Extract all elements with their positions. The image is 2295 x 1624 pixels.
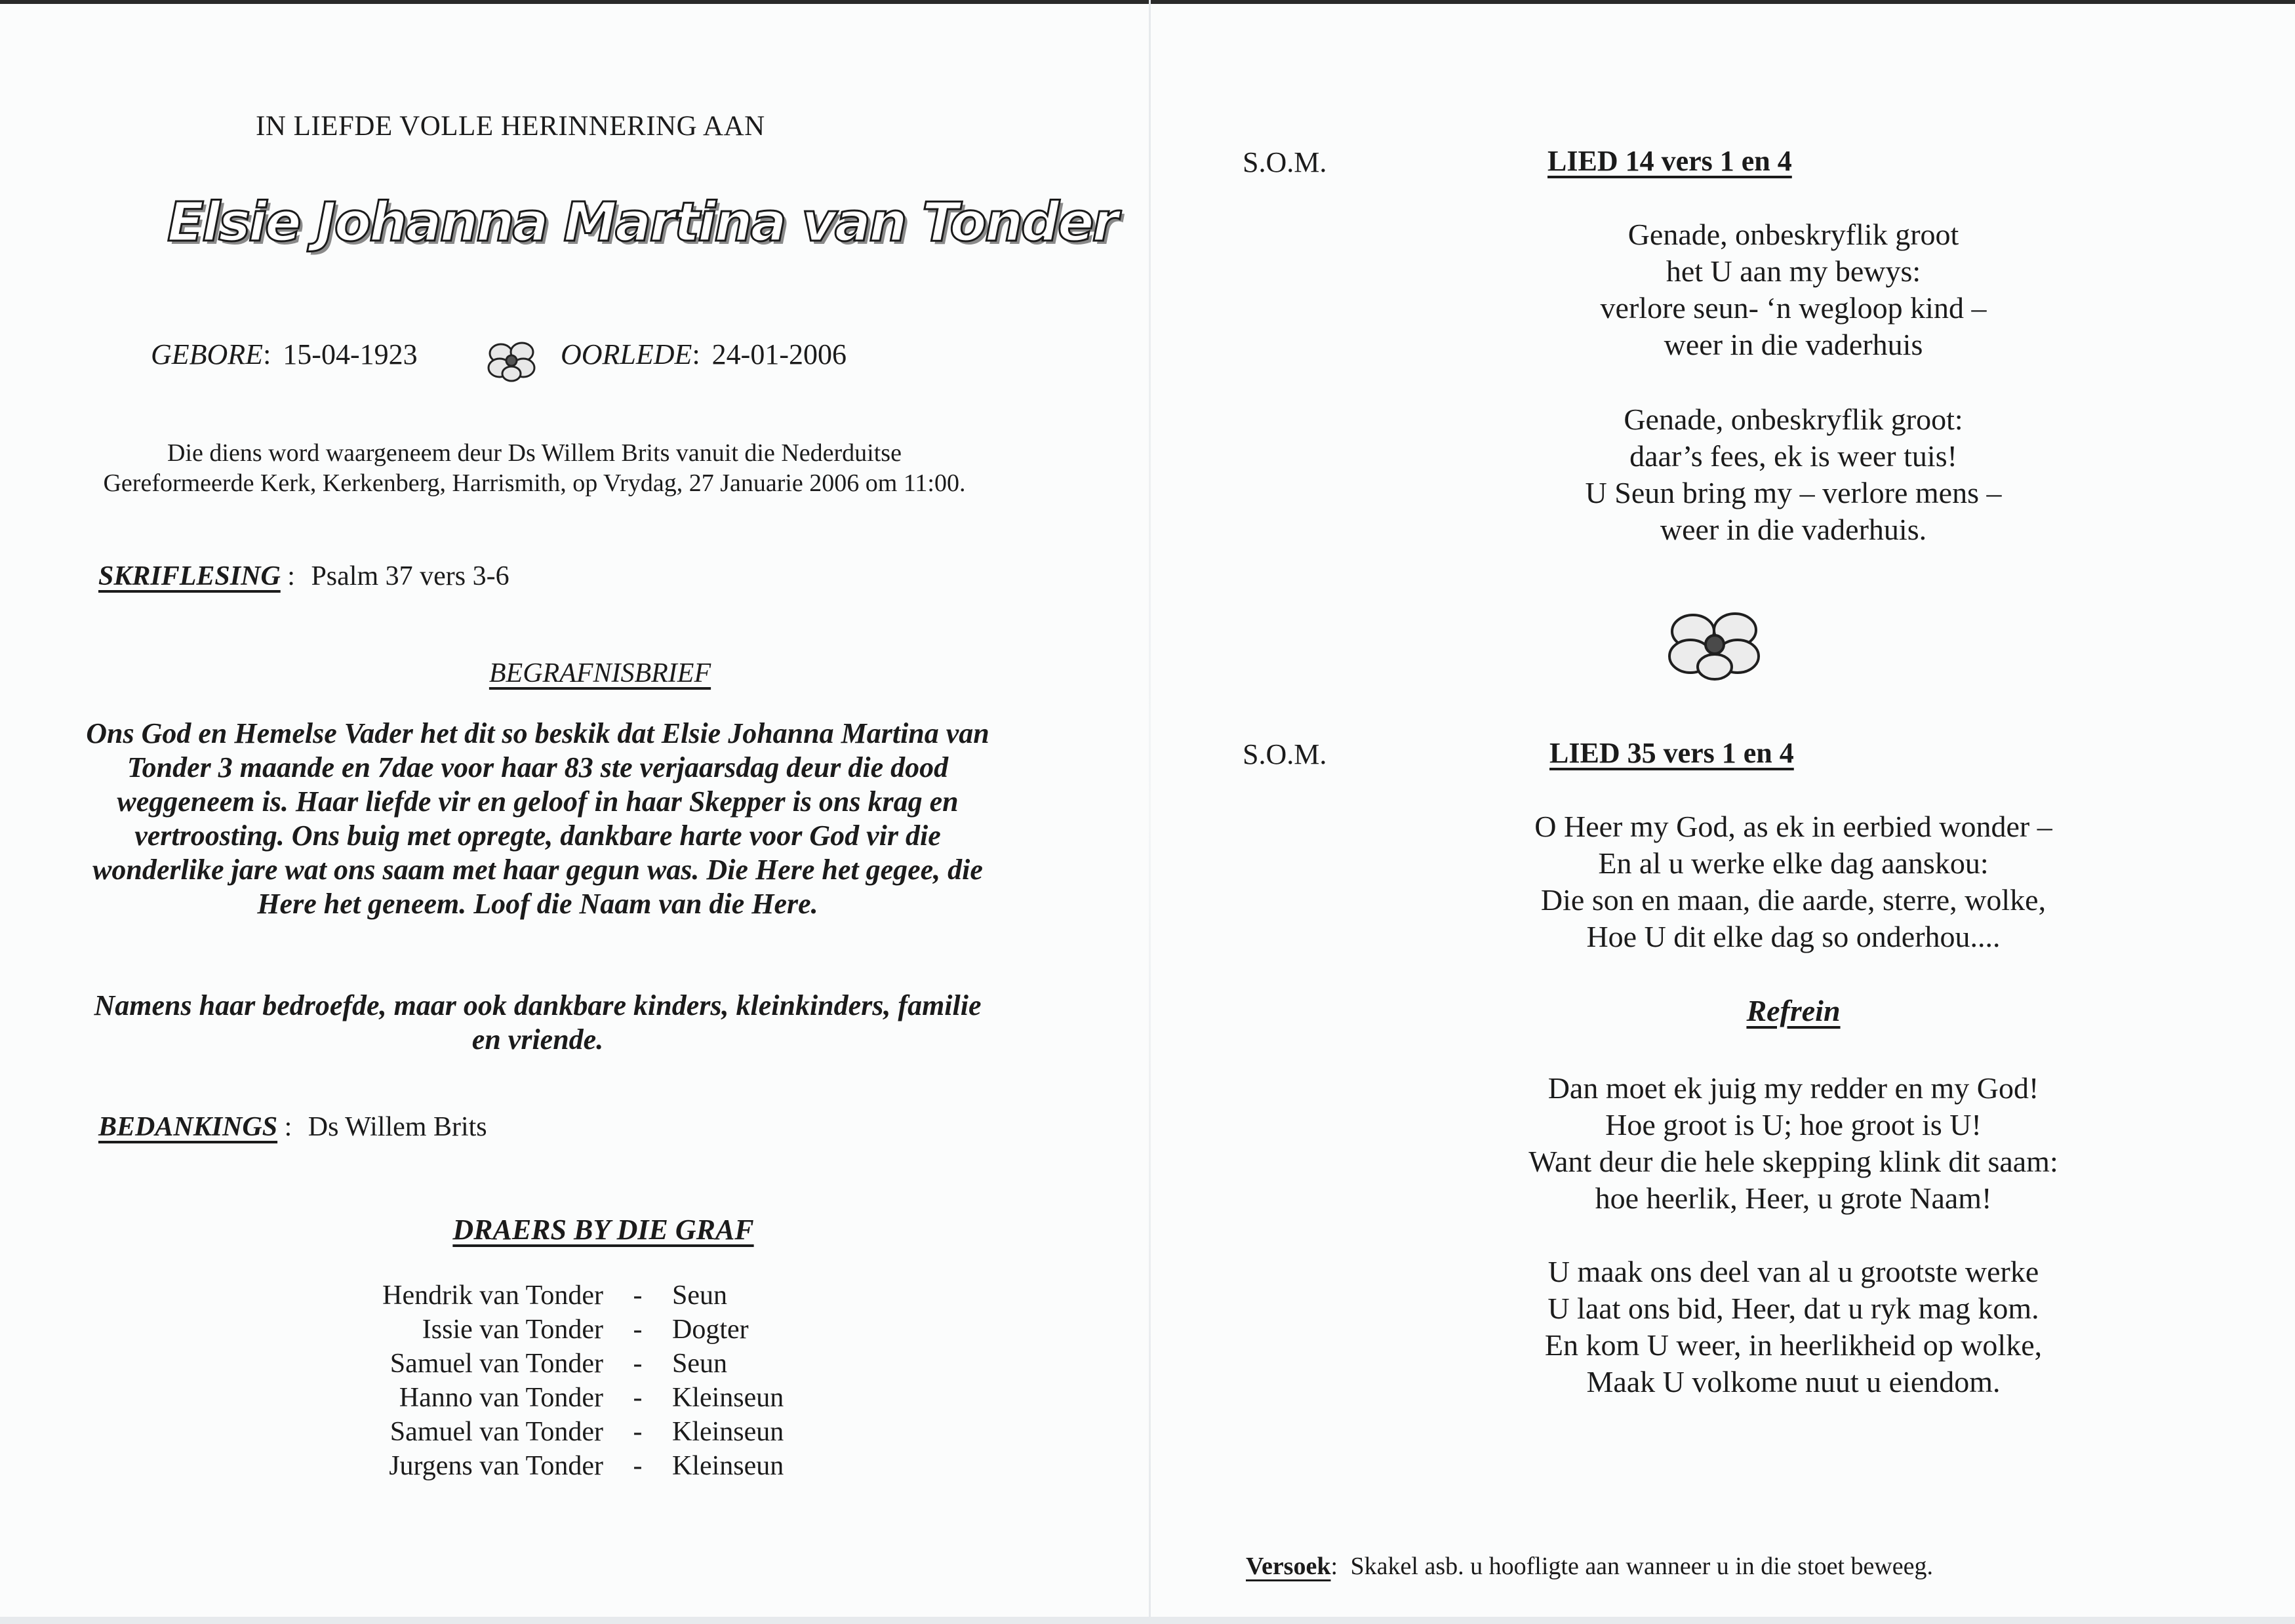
bearer-name: Issie van Tonder: [422, 1315, 603, 1345]
bearers-title: DRAERS BY DIE GRAF: [452, 1214, 754, 1246]
request-row: Versoek: Skakel asb. u hoofligte aan wanneer u in die stoet beweeg.: [1246, 1553, 1934, 1580]
verse-line: En al u werke elke dag aanskou:: [1598, 846, 1989, 880]
refrain-text: [1400, 1070, 2187, 1217]
reading-value: Psalm 37 vers 3-6: [311, 561, 509, 591]
died-date: 24-01-2006: [711, 338, 847, 370]
thanks-label: BEDANKINGS: [98, 1112, 278, 1142]
verse-line: het U aan my bewys:: [1666, 254, 1921, 288]
bearer-dash: -: [633, 1383, 643, 1413]
verse-line: U Seun bring my – verlore mens –: [1585, 476, 2002, 509]
request-label: Versoek: [1246, 1553, 1331, 1580]
request-text: Skakel asb. u hoofligte aan wanneer u in die stoet beweeg.: [1350, 1553, 1934, 1580]
reading-row: SKRIFLESING : Psalm 37 vers 3-6: [98, 561, 509, 591]
reading-label: SKRIFLESING: [98, 561, 281, 591]
born-date: 15-04-1923: [283, 338, 418, 370]
song1-verse2: [1400, 401, 2187, 548]
bearer-dash: -: [633, 1451, 643, 1481]
bearer-name: Jurgens van Tonder: [389, 1451, 603, 1481]
flower-icon: [1666, 606, 1764, 682]
verse-line: U laat ons bid, Heer, dat u ryk mag kom.: [1547, 1292, 2039, 1325]
death-row: OORLEDE: 24-01-2006: [561, 338, 847, 370]
bearer-relation: Dogter: [672, 1315, 749, 1345]
bearer-name: Samuel van Tonder: [389, 1417, 603, 1447]
verse-line: Genade, onbeskryflik groot: [1627, 218, 1959, 251]
left-panel: [0, 0, 1149, 1617]
bearer-name: Hendrik van Tonder: [382, 1280, 603, 1311]
bearers-table: [302, 1278, 784, 1483]
song1-som: S.O.M.: [1243, 146, 1327, 178]
service-details: Die diens word waargeneem deur Ds Willem Brits vanuit die Nederduitse Gereformeerde Kerk, Kerkenberg, Harrismith, op Vrydag, 27 Januarie 2006 om 11:00.: [103, 439, 966, 497]
song2-title: LIED 35 vers 1 en 4: [1549, 737, 1794, 769]
flower-icon: [485, 338, 539, 384]
verse-line: Die son en maan, die aarde, sterre, wolke,: [1540, 883, 2046, 917]
birth-row: GEBORE: 15-04-1923: [151, 338, 418, 370]
born-label: GEBORE: [151, 338, 264, 370]
table-row: [302, 1381, 784, 1415]
bearer-dash: -: [633, 1349, 643, 1379]
bearer-dash: -: [633, 1280, 643, 1311]
memorial-heading: IN LIEFDE VOLLE HERINNERING AAN: [256, 111, 765, 142]
table-row: [302, 1278, 784, 1313]
thanks-row: BEDANKINGS : Ds Willem Brits: [98, 1112, 487, 1142]
page-bottom-edge: [0, 1617, 2295, 1624]
song2-verse2: [1400, 1254, 2187, 1400]
deceased-name: Elsie Johanna Martina van Tonder: [167, 191, 1117, 254]
letter-text: Ons God en Hemelse Vader het dit so beskik dat Elsie Johanna Martina van Tonder 3 maande en 7dae voor haar 83 ste verjaarsdag deur die dood weggeneem is. Haar liefde vir en geloof in haar Skepper is ons krag en vertroosting. Ons buig met opregte, dankbare harte voor God vir die wonderlike jare wat ons saam met haar gegun was. Die Here het gegee, die Here het geneem. Loof die Naam van die Here.: [86, 717, 989, 920]
refrain-title-text: Refrein: [1746, 994, 1841, 1027]
bearer-relation: Kleinseun: [672, 1451, 784, 1481]
verse-line: hoe heerlik, Heer, u grote Naam!: [1595, 1181, 1992, 1215]
verse-line: Hoe groot is U; hoe groot is U!: [1605, 1108, 1982, 1141]
verse-line: O Heer my God, as ek in eerbied wonder –: [1534, 810, 2052, 843]
verse-line: En kom U weer, in heerlikheid op wolke,: [1544, 1328, 2043, 1362]
verse-line: verlore seun- ‘n wegloop kind –: [1600, 291, 1987, 325]
table-row: [302, 1313, 784, 1347]
bearer-name: Samuel van Tonder: [389, 1349, 603, 1379]
verse-line: U maak ons deel van al u grootste werke: [1547, 1255, 2039, 1288]
table-row: [302, 1449, 784, 1483]
bearer-relation: Kleinseun: [672, 1383, 784, 1413]
table-row: [302, 1415, 784, 1449]
verse-line: Hoe U dit elke dag so onderhou....: [1586, 920, 2001, 953]
song2-verse1: [1400, 808, 2187, 955]
thanks-value: Ds Willem Brits: [308, 1112, 487, 1142]
died-label: OORLEDE: [561, 338, 692, 370]
bearer-relation: Seun: [672, 1349, 727, 1379]
letter-title: BEGRAFNISBRIEF: [489, 658, 711, 688]
song1-verse1: [1400, 216, 2187, 363]
verse-line: Dan moet ek juig my redder en my God!: [1547, 1071, 2039, 1105]
verse-line: weer in die vaderhuis.: [1660, 513, 1927, 546]
refrain-title: [1400, 993, 2187, 1028]
verse-line: daar’s fees, ek is weer tuis!: [1629, 439, 1957, 473]
song1-title: LIED 14 vers 1 en 4: [1547, 145, 1792, 177]
verse-line: Maak U volkome nuut u eiendom.: [1586, 1365, 2001, 1398]
song2-som: S.O.M.: [1243, 738, 1327, 770]
table-row: [302, 1347, 784, 1381]
verse-line: Want deur die hele skepping klink dit saam:: [1528, 1145, 2058, 1178]
bearer-relation: Seun: [672, 1280, 727, 1311]
bearer-relation: Kleinseun: [672, 1417, 784, 1447]
bearer-name: Hanno van Tonder: [399, 1383, 603, 1413]
right-panel: [1151, 0, 2295, 1617]
verse-line: Genade, onbeskryflik groot:: [1624, 403, 1963, 436]
bearer-dash: -: [633, 1417, 643, 1447]
on-behalf-text: Namens haar bedroefde, maar ook dankbare kinders, kleinkinders, familie en vriende.: [94, 989, 982, 1056]
bearer-dash: -: [633, 1315, 643, 1345]
verse-line: weer in die vaderhuis: [1664, 328, 1923, 361]
